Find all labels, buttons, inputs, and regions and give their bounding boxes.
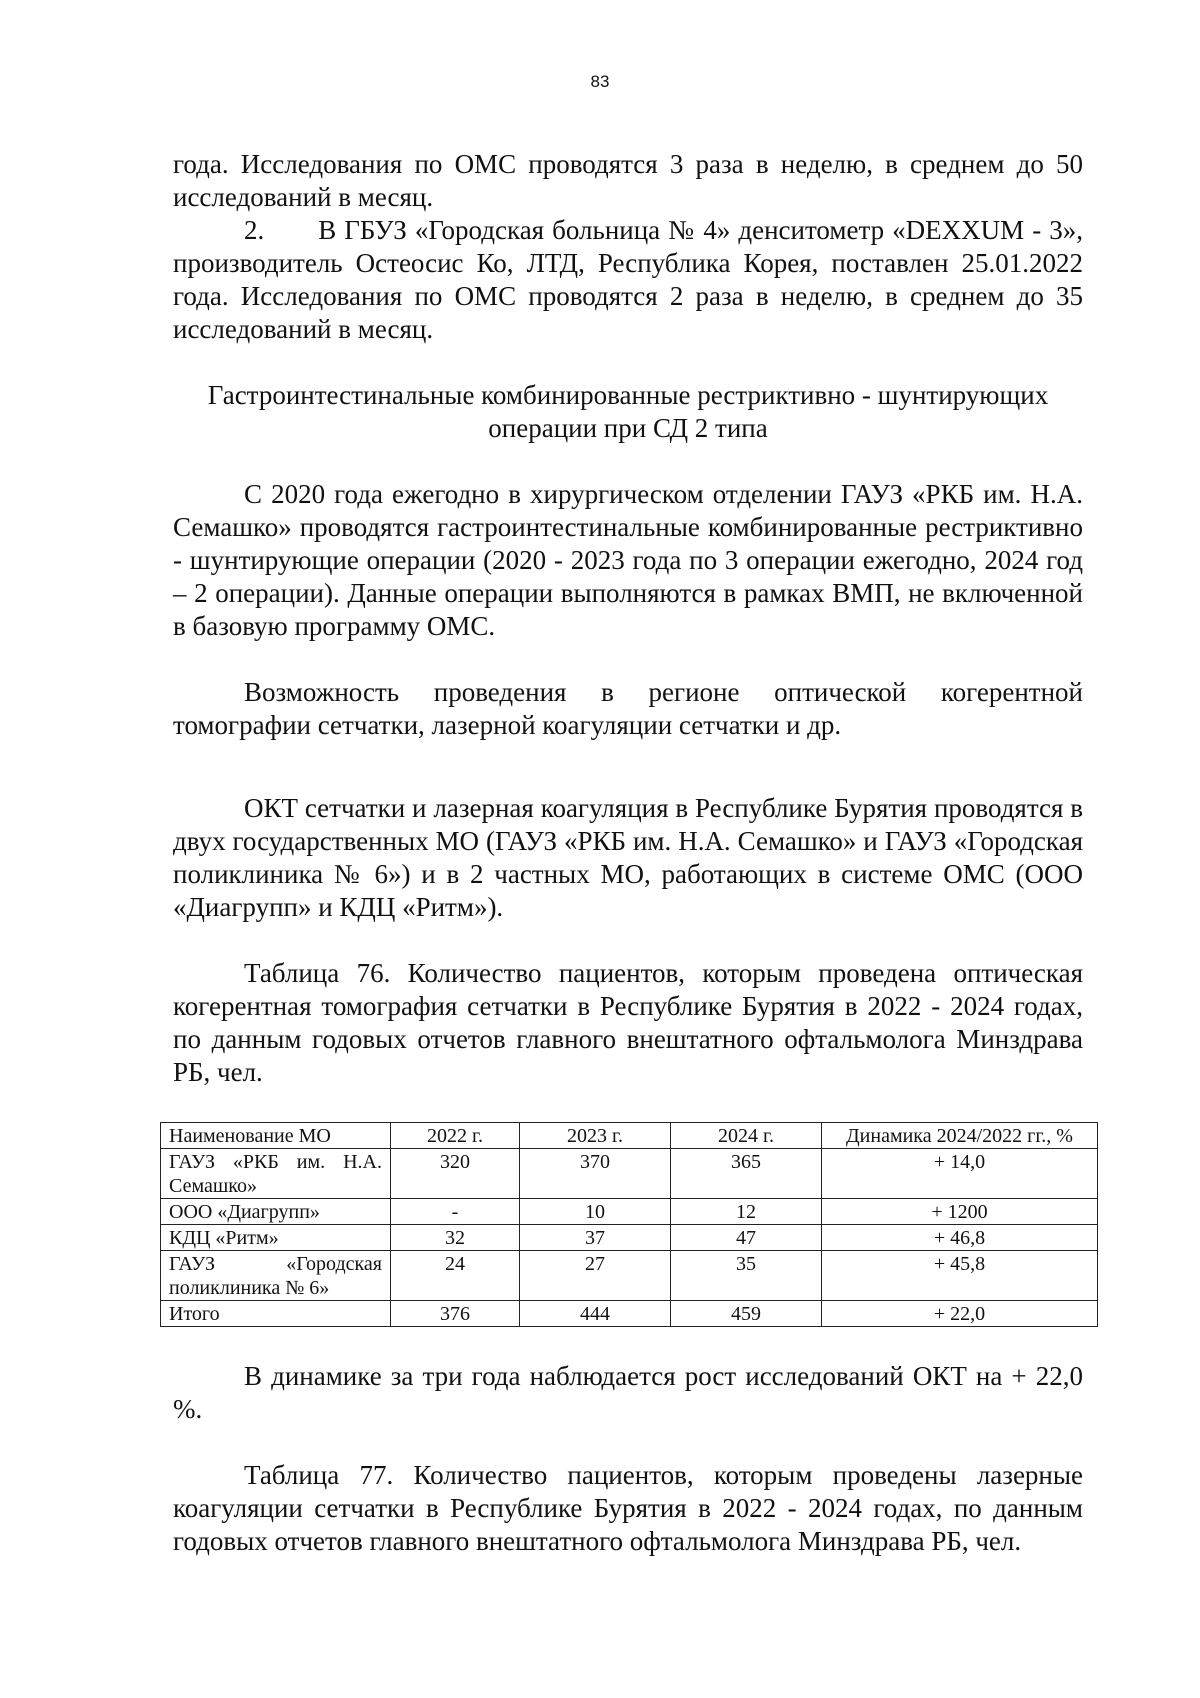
table-cell: ГАУЗ «Городская поликлиника № 6» <box>161 1251 391 1301</box>
table-77-caption: Таблица 77. Количество пациентов, которым проведены лазерные коагуляции сетчатки в Республике Бурятия в 2022 - 2024 годах, по данным годовых отчетов главного внештатного офтальмолога Минздрава РБ, чел. <box>173 1460 1083 1556</box>
table-row <box>161 1251 1098 1301</box>
table-cell: 459 <box>671 1301 822 1327</box>
paragraph-1: года. Исследования по ОМС проводятся 3 раза в неделю, в среднем до 50 исследований в месяц. <box>173 149 1083 212</box>
table-cell: 365 <box>671 1149 822 1199</box>
page-number: 83 <box>590 72 610 91</box>
table-row <box>161 1225 1098 1251</box>
section-heading-line-1: Гастроинтестинальные комбинированные рестриктивно - шунтирующих <box>207 380 1049 410</box>
paragraph-6: В динамике за три года наблюдается рост исследований ОКТ на + 22,0 %. <box>173 1361 1083 1424</box>
table-cell: + 1200 <box>822 1199 1098 1225</box>
table-cell: - <box>391 1199 520 1225</box>
table-header-cell: 2023 г. <box>520 1123 671 1149</box>
table-cell: 37 <box>520 1225 671 1251</box>
table-cell: КДЦ «Ритм» <box>161 1225 391 1251</box>
paragraph-4: Возможность проведения в регионе оптической когерентной томографии сетчатки, лазерной коагуляции сетчатки и др. <box>173 677 1083 740</box>
paragraph-3: С 2020 года ежегодно в хирургическом отделении ГАУЗ «РКБ им. Н.А. Семашко» проводятся гастроинтестинальные комбинированные рестриктивно - шунтирующие операции (2020 - 2023 года по 3 операции ежегодно, 2024 год – 2 операции). Данные операции выполняются в рамках ВМП, не включенной в базовую программу ОМС. <box>173 479 1083 641</box>
table-cell: 24 <box>391 1251 520 1301</box>
table-cell: ГАУЗ «РКБ им. Н.А. Семашко» <box>161 1149 391 1199</box>
table-cell: 47 <box>671 1225 822 1251</box>
table-cell: 320 <box>391 1149 520 1199</box>
table-cell: 35 <box>671 1251 822 1301</box>
paragraph-5: ОКТ сетчатки и лазерная коагуляция в Республике Бурятия проводятся в двух государственных МО (ГАУЗ «РКБ им. Н.А. Семашко» и ГАУЗ «Городская поликлиника № 6») и в 2 частных МО, работающих в системе ОМС (ООО «Диагрупп» и КДЦ «Ритм»). <box>173 793 1083 922</box>
document-body <box>169 148 1083 1558</box>
table-row <box>161 1301 1098 1327</box>
table-cell: 444 <box>520 1301 671 1327</box>
table-76 <box>160 1122 1098 1327</box>
table-76-caption: Таблица 76. Количество пациентов, которым проведена оптическая когерентная томография сетчатки в Республике Бурятия в 2022 - 2024 годах, по данным годовых отчетов главного внештатного офтальмолога Минздрава РБ, чел. <box>173 958 1083 1087</box>
table-cell: + 45,8 <box>822 1251 1098 1301</box>
section-heading <box>173 379 1083 445</box>
table-cell: 27 <box>520 1251 671 1301</box>
table-cell: 370 <box>520 1149 671 1199</box>
table-cell: + 14,0 <box>822 1149 1098 1199</box>
table-cell: 376 <box>391 1301 520 1327</box>
table-header-cell: Наименование МО <box>161 1123 391 1149</box>
table-header-cell: Динамика 2024/2022 гг., % <box>822 1123 1098 1149</box>
table-cell: + 22,0 <box>822 1301 1098 1327</box>
table-header-row <box>161 1123 1098 1149</box>
table-cell: 12 <box>671 1199 822 1225</box>
table-cell: Итого <box>161 1301 391 1327</box>
section-heading-line-2: операции при СД 2 типа <box>488 413 768 443</box>
table-header-cell: 2022 г. <box>391 1123 520 1149</box>
paragraph-2: 2. В ГБУЗ «Городская больница № 4» денситометр «DEXXUM - 3», производитель Остеосис Ко, ЛТД, Республика Корея, поставлен 25.01.2022 года. Исследования по ОМС проводятся 2 раза в неделю, в среднем до 35 исследований в месяц. <box>173 215 1083 344</box>
table-row <box>161 1199 1098 1225</box>
table-row <box>161 1149 1098 1199</box>
table-cell: 32 <box>391 1225 520 1251</box>
table-cell: + 46,8 <box>822 1225 1098 1251</box>
table-cell: ООО «Диагрупп» <box>161 1199 391 1225</box>
table-cell: 10 <box>520 1199 671 1225</box>
table-header-cell: 2024 г. <box>671 1123 822 1149</box>
